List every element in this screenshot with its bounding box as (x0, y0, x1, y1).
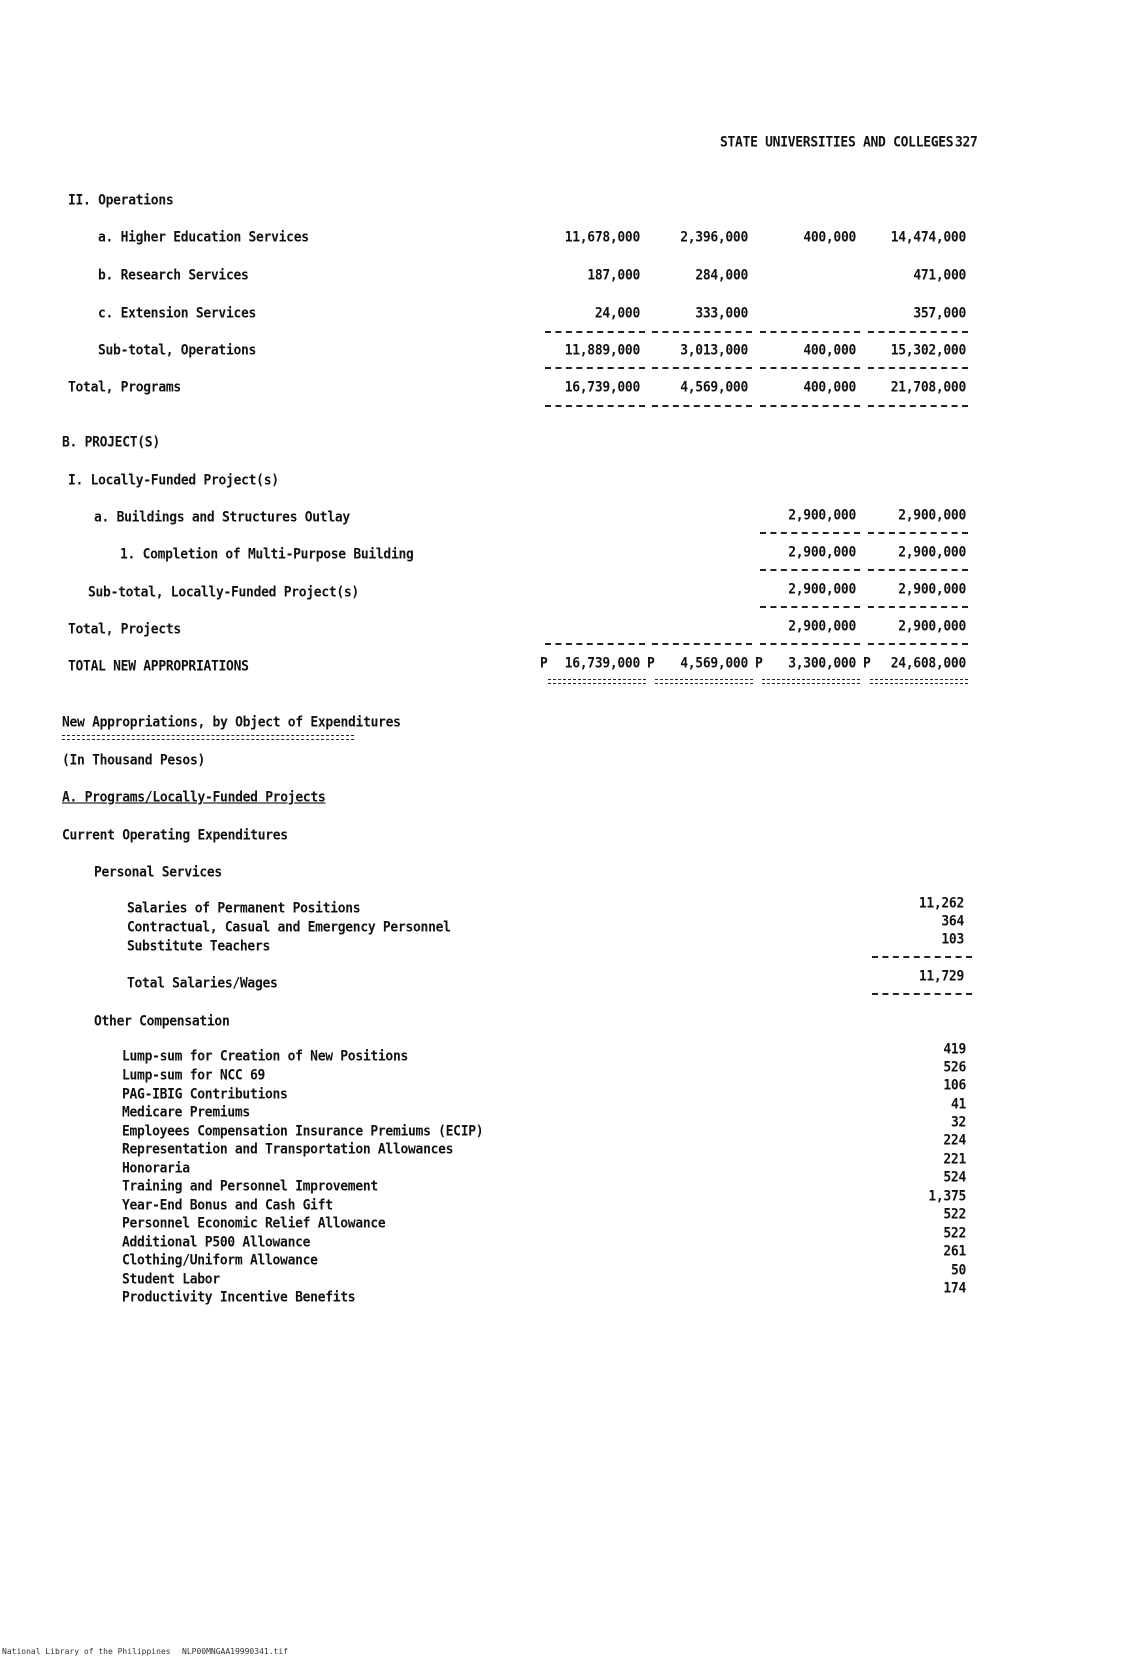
row-label: c. Extension Services (98, 305, 257, 322)
item-value: 174 (943, 1280, 966, 1297)
item-label: Substitute Teachers (127, 938, 271, 955)
double-rule (870, 679, 968, 684)
cell-value: 2,900,000 (898, 507, 966, 524)
cell-value: 2,900,000 (788, 507, 856, 524)
rule (760, 331, 860, 333)
rule (868, 367, 968, 369)
cell-value: 24,608,000 (890, 655, 966, 672)
row-label: a. Buildings and Structures Outlay (94, 509, 350, 526)
cell-value: 2,396,000 (680, 229, 748, 246)
item-value: 526 (943, 1059, 966, 1076)
cell-value: 2,900,000 (788, 544, 856, 561)
item-label: Medicare Premiums (122, 1104, 250, 1121)
total-salaries-value: 11,729 (918, 968, 964, 985)
rule (545, 405, 645, 407)
item-value: 522 (943, 1206, 966, 1223)
personal-services-heading: Personal Services (94, 864, 222, 881)
item-value: 419 (943, 1041, 966, 1058)
row-label: b. Research Services (98, 267, 249, 284)
item-label: Salaries of Permanent Positions (127, 900, 361, 917)
item-label: Productivity Incentive Benefits (122, 1289, 356, 1306)
double-rule (655, 679, 753, 684)
double-rule (762, 679, 860, 684)
item-value: 50 (950, 1262, 966, 1279)
total-projects-label: Total, Projects (68, 621, 181, 638)
item-value: 103 (941, 931, 964, 948)
rule (652, 643, 752, 645)
rule (760, 606, 860, 608)
cell-value: 471,000 (913, 267, 966, 284)
locally-funded-heading: I. Locally-Funded Project(s) (68, 472, 279, 489)
item-value: 261 (943, 1243, 966, 1260)
cell-value: 357,000 (913, 305, 966, 322)
cell-value: 11,678,000 (564, 229, 640, 246)
page-header-title: STATE UNIVERSITIES AND COLLEGES (720, 134, 954, 151)
footer-file: NLP00MNGAA19990341.tif (182, 1647, 288, 1656)
rule (868, 606, 968, 608)
page-number: 327 (955, 134, 978, 151)
operations-heading: II. Operations (68, 192, 174, 209)
rule (868, 643, 968, 645)
objects-heading: New Appropriations, by Object of Expenditures (62, 714, 401, 731)
rule (652, 405, 752, 407)
cell-value: 16,739,000 (564, 655, 640, 672)
cell-value: 11,889,000 (564, 342, 640, 359)
rule (652, 331, 752, 333)
cell-value: 2,900,000 (788, 581, 856, 598)
subtotal-label: Sub-total, Locally-Funded Project(s) (88, 584, 359, 601)
item-label: Additional P500 Allowance (122, 1234, 311, 1251)
rule (868, 331, 968, 333)
rule (760, 367, 860, 369)
peso-sign: P (863, 655, 871, 672)
row-label: 1. Completion of Multi-Purpose Building (120, 546, 414, 563)
item-label: PAG-IBIG Contributions (122, 1086, 288, 1103)
cell-value: 14,474,000 (890, 229, 966, 246)
item-label: Training and Personnel Improvement (122, 1178, 378, 1195)
item-label: Employees Compensation Insurance Premiums (ECIP) (122, 1123, 484, 1140)
cell-value: 3,013,000 (680, 342, 748, 359)
cell-value: 2,900,000 (898, 618, 966, 635)
subtotal-label: Sub-total, Operations (98, 342, 257, 359)
item-value: 11,262 (918, 895, 964, 912)
rule (868, 569, 968, 571)
section-a-heading: A. Programs/Locally-Funded Projects (62, 789, 326, 806)
cell-value: 15,302,000 (890, 342, 966, 359)
cell-value: 24,000 (594, 305, 640, 322)
rule (872, 993, 972, 995)
item-value: 1,375 (928, 1188, 966, 1205)
cell-value: 4,569,000 (680, 379, 748, 396)
rule (868, 532, 968, 534)
rule (760, 405, 860, 407)
rule (545, 643, 645, 645)
cell-value: 187,000 (587, 267, 640, 284)
double-rule (62, 735, 354, 740)
other-compensation-heading: Other Compensation (94, 1013, 230, 1030)
unit-note: (In Thousand Pesos) (62, 752, 206, 769)
item-label: Lump-sum for NCC 69 (122, 1067, 266, 1084)
item-value: 41 (950, 1096, 966, 1113)
item-label: Contractual, Casual and Emergency Personnel (127, 919, 451, 936)
cell-value: 2,900,000 (898, 581, 966, 598)
peso-sign: P (755, 655, 763, 672)
cell-value: 400,000 (803, 229, 856, 246)
item-value: 221 (943, 1151, 966, 1168)
rule (652, 367, 752, 369)
item-label: Personnel Economic Relief Allowance (122, 1215, 386, 1232)
rule (872, 956, 972, 958)
peso-sign: P (647, 655, 655, 672)
projects-heading: B. PROJECT(S) (62, 434, 160, 451)
total-salaries-label: Total Salaries/Wages (127, 975, 278, 992)
footer-library: National Library of the Philippines (2, 1647, 171, 1656)
peso-sign: P (540, 655, 548, 672)
cell-value: 2,900,000 (898, 544, 966, 561)
item-label: Honoraria (122, 1160, 190, 1177)
cell-value: 16,739,000 (564, 379, 640, 396)
cell-value: 333,000 (695, 305, 748, 322)
current-operating-heading: Current Operating Expenditures (62, 827, 288, 844)
item-value: 364 (941, 913, 964, 930)
item-value: 224 (943, 1132, 966, 1149)
total-programs-label: Total, Programs (68, 379, 181, 396)
rule (760, 532, 860, 534)
rule (545, 367, 645, 369)
row-label: a. Higher Education Services (98, 229, 309, 246)
cell-value: 284,000 (695, 267, 748, 284)
item-label: Student Labor (122, 1271, 220, 1288)
rule (760, 643, 860, 645)
rule (760, 569, 860, 571)
item-label: Lump-sum for Creation of New Positions (122, 1048, 409, 1065)
item-label: Year-End Bonus and Cash Gift (122, 1197, 333, 1214)
cell-value: 400,000 (803, 379, 856, 396)
item-value: 522 (943, 1225, 966, 1242)
item-label: Clothing/Uniform Allowance (122, 1252, 318, 1269)
item-label: Representation and Transportation Allowances (122, 1141, 454, 1158)
cell-value: 21,708,000 (890, 379, 966, 396)
rule (868, 405, 968, 407)
rule (545, 331, 645, 333)
item-value: 524 (943, 1169, 966, 1186)
item-value: 32 (950, 1114, 966, 1131)
cell-value: 400,000 (803, 342, 856, 359)
double-rule (548, 679, 646, 684)
cell-value: 2,900,000 (788, 618, 856, 635)
item-value: 106 (943, 1077, 966, 1094)
cell-value: 3,300,000 (788, 655, 856, 672)
cell-value: 4,569,000 (680, 655, 748, 672)
total-new-appropriations-label: TOTAL NEW APPROPRIATIONS (68, 658, 249, 675)
